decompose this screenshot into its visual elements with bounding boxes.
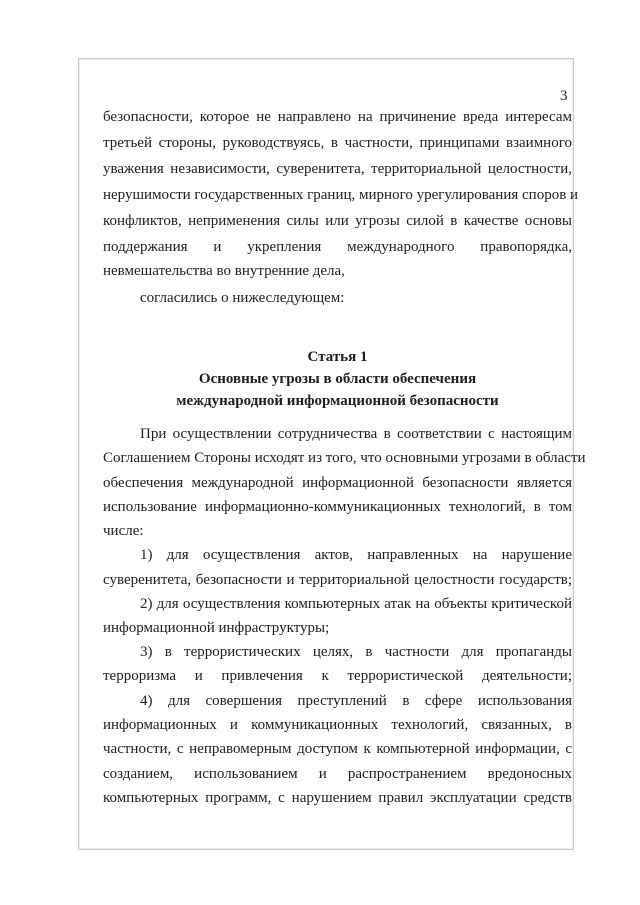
article-title: Статья 1: [307, 349, 368, 365]
body-line: информационных и коммуникационных технологий, связанных, в: [103, 717, 572, 733]
preamble-line: конфликтов, неприменения силы или угрозы силой в качестве основы: [103, 213, 572, 229]
body-line: компьютерных программ, с нарушением правил эксплуатации средств: [103, 790, 572, 806]
article-heading: международной информационной безопасности: [176, 393, 499, 409]
list-item-3: 3) в террористических целях, в частности для пропаганды: [140, 644, 572, 660]
body-line: терроризма и привлечения к террористической деятельности;: [103, 668, 572, 684]
preamble-line: невмешательства во внутренние дела,: [103, 263, 345, 279]
list-item-1: 1) для осуществления актов, направленных на нарушение: [140, 547, 572, 563]
page-number: 3: [560, 88, 568, 104]
list-item-4: 4) для совершения преступлений в сфере использования: [140, 693, 572, 709]
body-line: При осуществлении сотрудничества в соответствии с настоящим: [140, 426, 572, 442]
preamble-line: нерушимости государственных границ, мирного урегулирования споров и: [103, 187, 579, 203]
preamble-line: безопасности, которое не направлено на причинение вреда интересам: [103, 109, 572, 125]
body-line: созданием, использованием и распространением вредоносных: [103, 766, 572, 782]
body-line: обеспечения международной информационной безопасности является: [103, 475, 572, 491]
preamble-line: поддержания и укрепления международного правопорядка,: [103, 239, 572, 255]
body-line: использование информационно-коммуникационных технологий, в том: [103, 499, 572, 515]
preamble-line: уважения независимости, суверенитета, территориальной целостности,: [103, 161, 572, 177]
list-item-2: 2) для осуществления компьютерных атак на объекты критической: [140, 596, 572, 612]
body-line: Соглашением Стороны исходят из того, что основными угрозами в области: [103, 450, 586, 466]
body-line: числе:: [103, 523, 144, 539]
preamble-closing-line: согласились о нижеследующем:: [140, 290, 345, 306]
preamble-line: третьей стороны, руководствуясь, в частности, принципами взаимного: [103, 135, 572, 151]
body-line: суверенитета, безопасности и территориальной целостности государств;: [103, 572, 572, 588]
body-line: информационной инфраструктуры;: [103, 620, 330, 636]
article-heading: Основные угрозы в области обеспечения: [198, 371, 477, 387]
body-line: частности, с неправомерным доступом к компьютерной информации, с: [103, 741, 572, 757]
